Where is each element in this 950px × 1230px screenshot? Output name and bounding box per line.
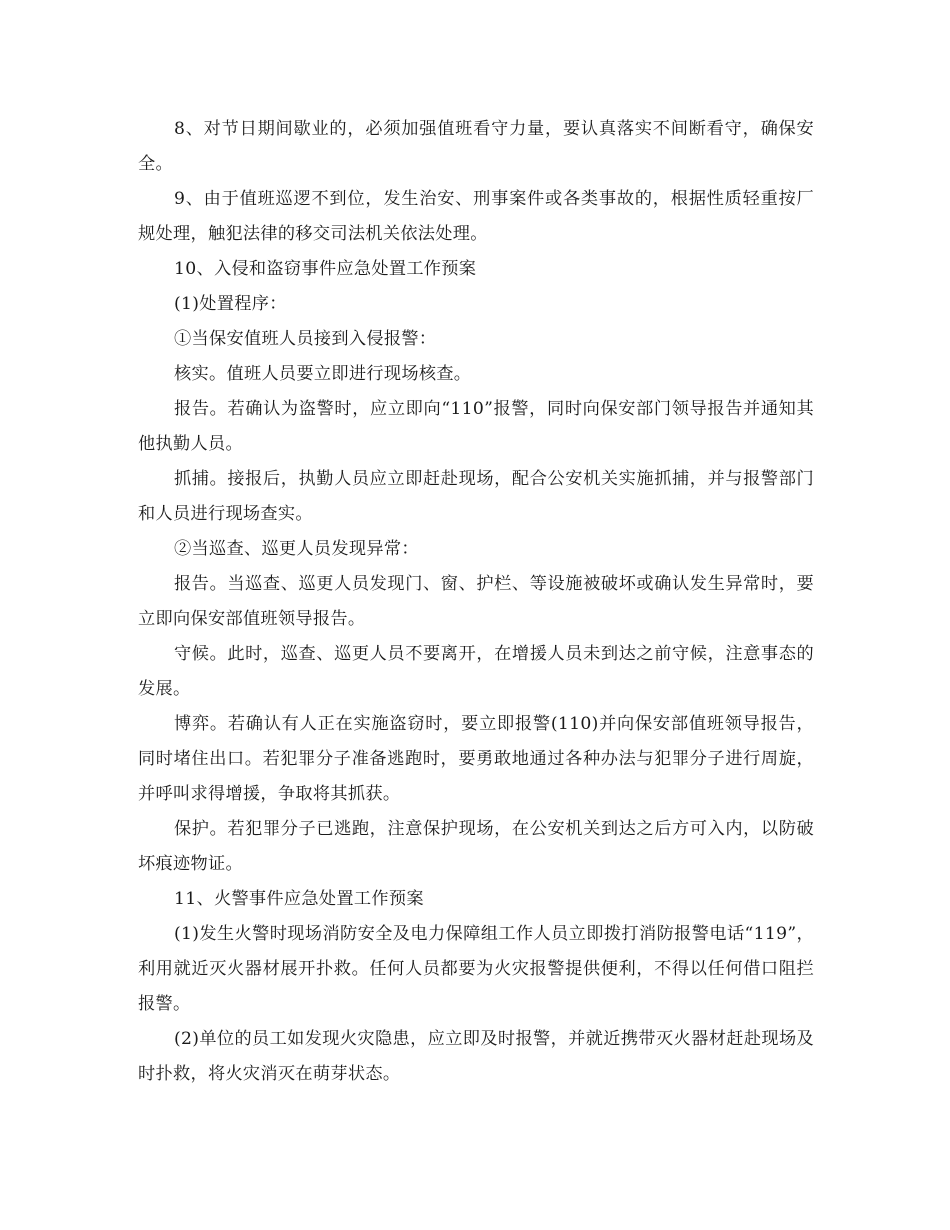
paragraph-report-anomaly: 报告。当巡查、巡更人员发现门、窗、护栏、等设施被破坏或确认发生异常时，要立即向保安部值班领导报告。 (138, 574, 814, 629)
paragraph-report: 报告。若确认为盗警时，应立即向“110”报警，同时向保安部门领导报告并通知其他执勤人员。 (138, 399, 814, 454)
paragraph-arrest: 抓捕。接报后，执勤人员应立即赶赴现场，配合公安机关实施抓捕，并与报警部门和人员进行现场查实。 (138, 469, 814, 524)
paragraph-fire-1: (1)发生火警时现场消防安全及电力保障组工作人员立即拨打消防报警电话“119”，利用就近灭火器材展开扑救。任何人员都要为火灾报警提供便利，不得以任何借口阻拦报警。 (138, 924, 814, 1014)
paragraph-item-9: 9、由于值班巡逻不到位，发生治安、刑事案件或各类事故的，根据性质轻重按厂规处理，触犯法律的移交司法机关依法处理。 (138, 189, 814, 244)
paragraph-verify: 核实。值班人员要立即进行现场核查。 (174, 364, 472, 384)
paragraph-guard: 守候。此时，巡查、巡更人员不要离开，在增援人员未到达之前守候，注意事态的发展。 (138, 644, 814, 699)
paragraph-fire-2: (2)单位的员工如发现火灾隐患，应立即及时报警，并就近携带灭火器材赶赴现场及时扑救，将火灾消灭在萌芽状态。 (138, 1029, 814, 1084)
subheading-patrol-anomaly: ②当巡查、巡更人员发现异常： (174, 539, 419, 559)
section-heading-10: 10、入侵和盗窃事件应急处置工作预案 (174, 259, 477, 279)
subheading-procedure: (1)处置程序： (174, 294, 287, 314)
paragraph-protect-scene: 保护。若犯罪分子已逃跑，注意保护现场，在公安机关到达之后方可入内，以防破坏痕迹物证。 (138, 819, 814, 874)
paragraph-item-8: 8、对节日期间歇业的，必须加强值班看守力量，要认真落实不间断看守，确保安全。 (138, 119, 814, 174)
subheading-intrusion-alarm: ①当保安值班人员接到入侵报警： (174, 329, 437, 349)
section-heading-11: 11、火警事件应急处置工作预案 (174, 889, 424, 909)
document-body (138, 112, 814, 1092)
paragraph-engage: 博弈。若确认有人正在实施盗窃时，要立即报警(110)并向保安部值班领导报告，同时堵住出口。若犯罪分子准备逃跑时，要勇敢地通过各种办法与犯罪分子进行周旋，并呼叫求得增援，争取将其抓获。 (138, 714, 814, 804)
